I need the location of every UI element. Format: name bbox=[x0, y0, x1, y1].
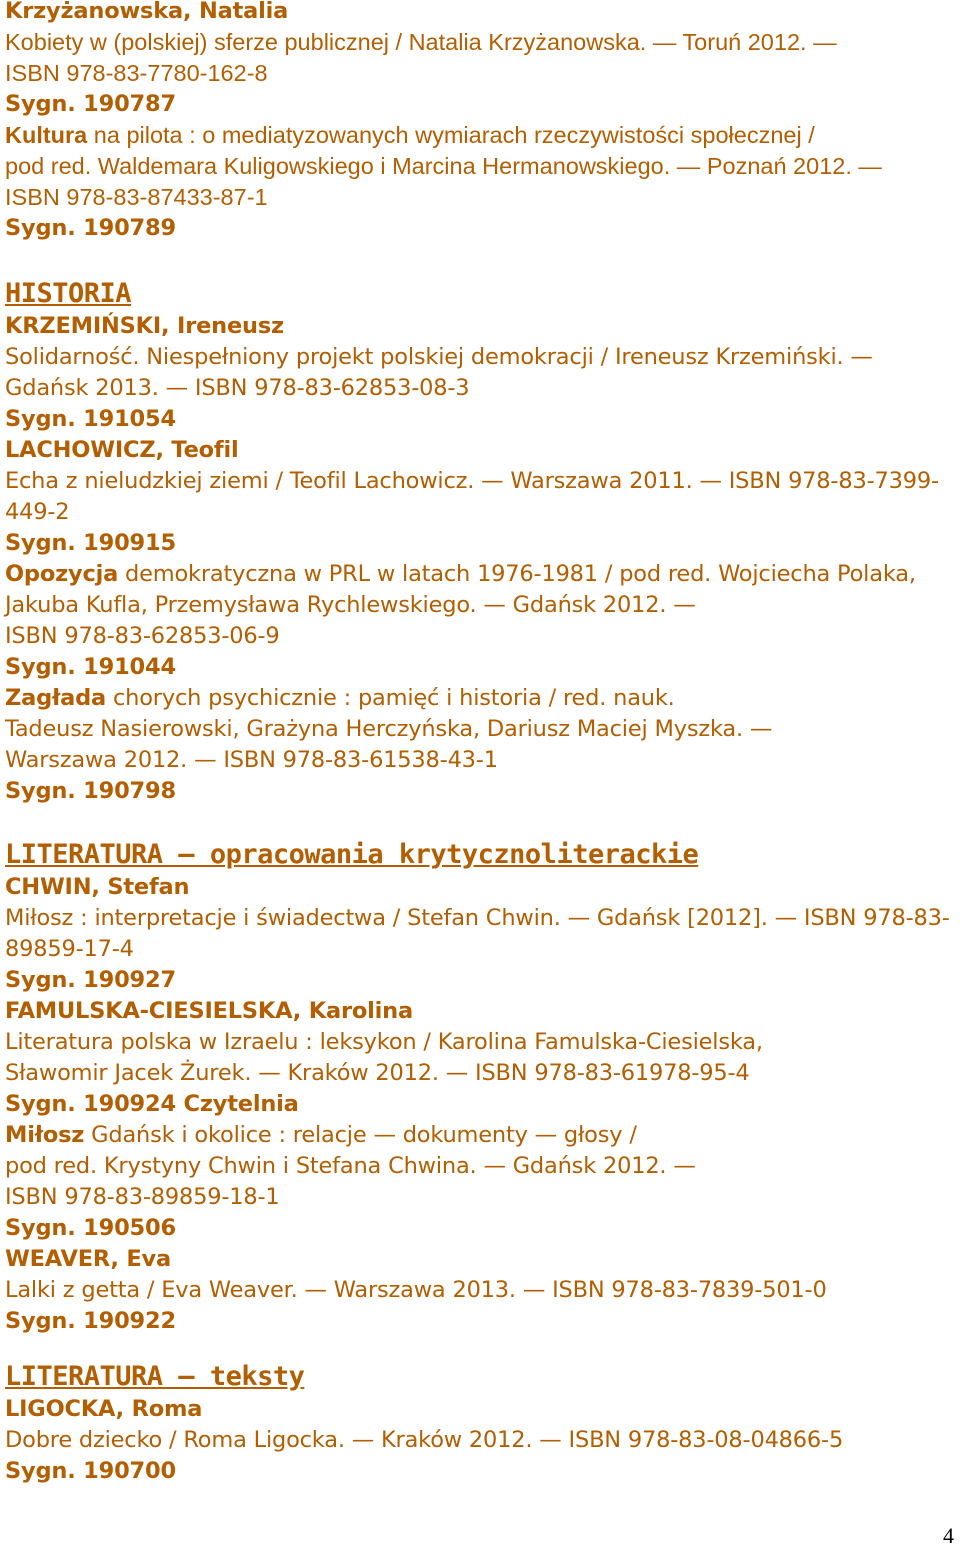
bold-text: Miłosz bbox=[5, 1122, 85, 1148]
plain-text: pod red. Krystyny Chwin i Stefana Chwina. — Gdańsk 2012. — bbox=[5, 1153, 696, 1179]
bold-text: LACHOWICZ, Teofil bbox=[5, 437, 239, 463]
bold-line bbox=[5, 996, 413, 1027]
section-heading: LITERATURA — teksty bbox=[5, 1361, 305, 1392]
text-line bbox=[5, 182, 268, 213]
plain-text: 89859-17-4 bbox=[5, 936, 134, 962]
plain-text: pod red. Waldemara Kuligowskiego i Marcina Hermanowskiego. — Poznań 2012. — bbox=[5, 153, 882, 179]
bold-text: Kultura bbox=[5, 122, 88, 148]
text-line bbox=[5, 683, 675, 714]
bold-line bbox=[5, 435, 239, 466]
plain-text: Sławomir Jacek Żurek. — Kraków 2012. — ISBN 978-83-61978-95-4 bbox=[5, 1060, 750, 1086]
bold-line bbox=[5, 776, 176, 807]
bold-text: Sygn. 190506 bbox=[5, 1215, 176, 1241]
bold-text: Sygn. 190915 bbox=[5, 530, 176, 556]
text-line bbox=[5, 621, 280, 652]
bold-line bbox=[5, 1456, 176, 1487]
bold-line bbox=[5, 213, 176, 244]
text-line bbox=[5, 1425, 843, 1456]
section-heading: HISTORIA bbox=[5, 278, 132, 309]
section-heading: LITERATURA — opracowania krytycznoliterackie bbox=[5, 839, 699, 870]
bold-text: Krzyżanowska, Natalia bbox=[5, 0, 289, 24]
text-line bbox=[5, 559, 916, 590]
text-line bbox=[5, 120, 815, 151]
plain-text: Gdańsk i okolice : relacje — dokumenty — głosy / bbox=[84, 1122, 637, 1148]
plain-text: Lalki z getta / Eva Weaver. — Warszawa 2013. — ISBN 978-83-7839-501-0 bbox=[5, 1277, 827, 1303]
plain-text: na pilota : o mediatyzowanych wymiarach rzeczywistości społecznej / bbox=[87, 122, 815, 148]
bold-line bbox=[5, 89, 176, 120]
text-line bbox=[5, 1182, 280, 1213]
plain-text: ISBN 978-83-89859-18-1 bbox=[5, 1184, 280, 1210]
text-line bbox=[5, 373, 469, 404]
bold-text: Sygn. 190789 bbox=[5, 215, 176, 241]
bold-line bbox=[5, 1213, 176, 1244]
bold-line bbox=[5, 311, 284, 342]
bold-line bbox=[5, 1306, 176, 1337]
bold-line bbox=[5, 1394, 202, 1425]
plain-text: Kobiety w (polskiej) sferze publicznej / Natalia Krzyżanowska. — Toruń 2012. — bbox=[5, 29, 837, 55]
text-line bbox=[5, 1151, 696, 1182]
plain-text: ISBN 978-83-7780-162-8 bbox=[5, 60, 268, 86]
text-line bbox=[5, 934, 134, 965]
bold-text: KRZEMIŃSKI, Ireneusz bbox=[5, 313, 284, 339]
bold-text: Sygn. 191044 bbox=[5, 654, 176, 680]
bold-text: Opozycja bbox=[5, 561, 119, 587]
plain-text: chorych psychicznie : pamięć i historia / red. nauk. bbox=[106, 685, 675, 711]
text-line bbox=[5, 590, 696, 621]
text-line bbox=[5, 1058, 750, 1089]
plain-text: Literatura polska w Izraelu : leksykon / Karolina Famulska-Ciesielska, bbox=[5, 1029, 763, 1055]
plain-text: demokratyczna w PRL w latach 1976-1981 / pod red. Wojciecha Polaka, bbox=[118, 561, 916, 587]
bold-text: LIGOCKA, Roma bbox=[5, 1396, 203, 1422]
bold-line bbox=[5, 1089, 299, 1120]
plain-text: Warszawa 2012. — ISBN 978-83-61538-43-1 bbox=[5, 747, 498, 773]
text-line bbox=[5, 1027, 763, 1058]
plain-text: Echa z nieludzkiej ziemi / Teofil Lachowicz. — Warszawa 2011. — ISBN 978-83-7399- bbox=[5, 468, 939, 494]
text-line bbox=[5, 466, 939, 497]
text-line bbox=[5, 27, 837, 58]
bold-text: Sygn. 190927 bbox=[5, 967, 176, 993]
text-line bbox=[5, 342, 873, 373]
bold-text: FAMULSKA-CIESIELSKA, Karolina bbox=[5, 998, 413, 1024]
plain-text: Jakuba Kufla, Przemysława Rychlewskiego. — Gdańsk 2012. — bbox=[5, 592, 696, 618]
text-line bbox=[5, 58, 268, 89]
bold-text: WEAVER, Eva bbox=[5, 1246, 172, 1272]
bold-line bbox=[5, 1244, 171, 1275]
text-line bbox=[5, 714, 772, 745]
bold-line bbox=[5, 652, 176, 683]
plain-text: 449-2 bbox=[5, 499, 70, 525]
bold-text: Sygn. 190924 Czytelnia bbox=[5, 1091, 299, 1117]
bold-text: CHWIN, Stefan bbox=[5, 874, 190, 900]
plain-text: ISBN 978-83-87433-87-1 bbox=[5, 184, 268, 210]
plain-text: ISBN 978-83-62853-06-9 bbox=[5, 623, 280, 649]
text-line bbox=[5, 1275, 827, 1306]
text-line bbox=[5, 903, 950, 934]
text-line bbox=[5, 151, 882, 182]
bold-line bbox=[5, 404, 176, 435]
text-line bbox=[5, 1120, 637, 1151]
text-line bbox=[5, 497, 69, 528]
bold-text: Sygn. 190798 bbox=[5, 778, 176, 804]
bold-text: Sygn. 190700 bbox=[5, 1458, 176, 1484]
page-number: 4 bbox=[943, 1523, 954, 1548]
plain-text: Tadeusz Nasierowski, Grażyna Herczyńska, Dariusz Maciej Myszka. — bbox=[5, 716, 773, 742]
plain-text: Miłosz : interpretacje i świadectwa / Stefan Chwin. — Gdańsk [2012]. — ISBN 978-83- bbox=[5, 905, 950, 931]
plain-text: Solidarność. Niespełniony projekt polskiej demokracji / Ireneusz Krzemiński. — bbox=[5, 344, 873, 370]
bold-line bbox=[5, 528, 176, 559]
plain-text: Dobre dziecko / Roma Ligocka. — Kraków 2012. — ISBN 978-83-08-04866-5 bbox=[5, 1427, 844, 1453]
bold-text: Sygn. 191054 bbox=[5, 406, 176, 432]
text-line bbox=[5, 745, 498, 776]
bold-line bbox=[5, 965, 176, 996]
bold-text: Sygn. 190922 bbox=[5, 1308, 176, 1334]
bold-text: Zagłada bbox=[5, 685, 107, 711]
bold-text: Sygn. 190787 bbox=[5, 91, 176, 117]
bold-line bbox=[5, 0, 288, 27]
bold-line bbox=[5, 872, 189, 903]
plain-text: Gdańsk 2013. — ISBN 978-83-62853-08-3 bbox=[5, 375, 470, 401]
